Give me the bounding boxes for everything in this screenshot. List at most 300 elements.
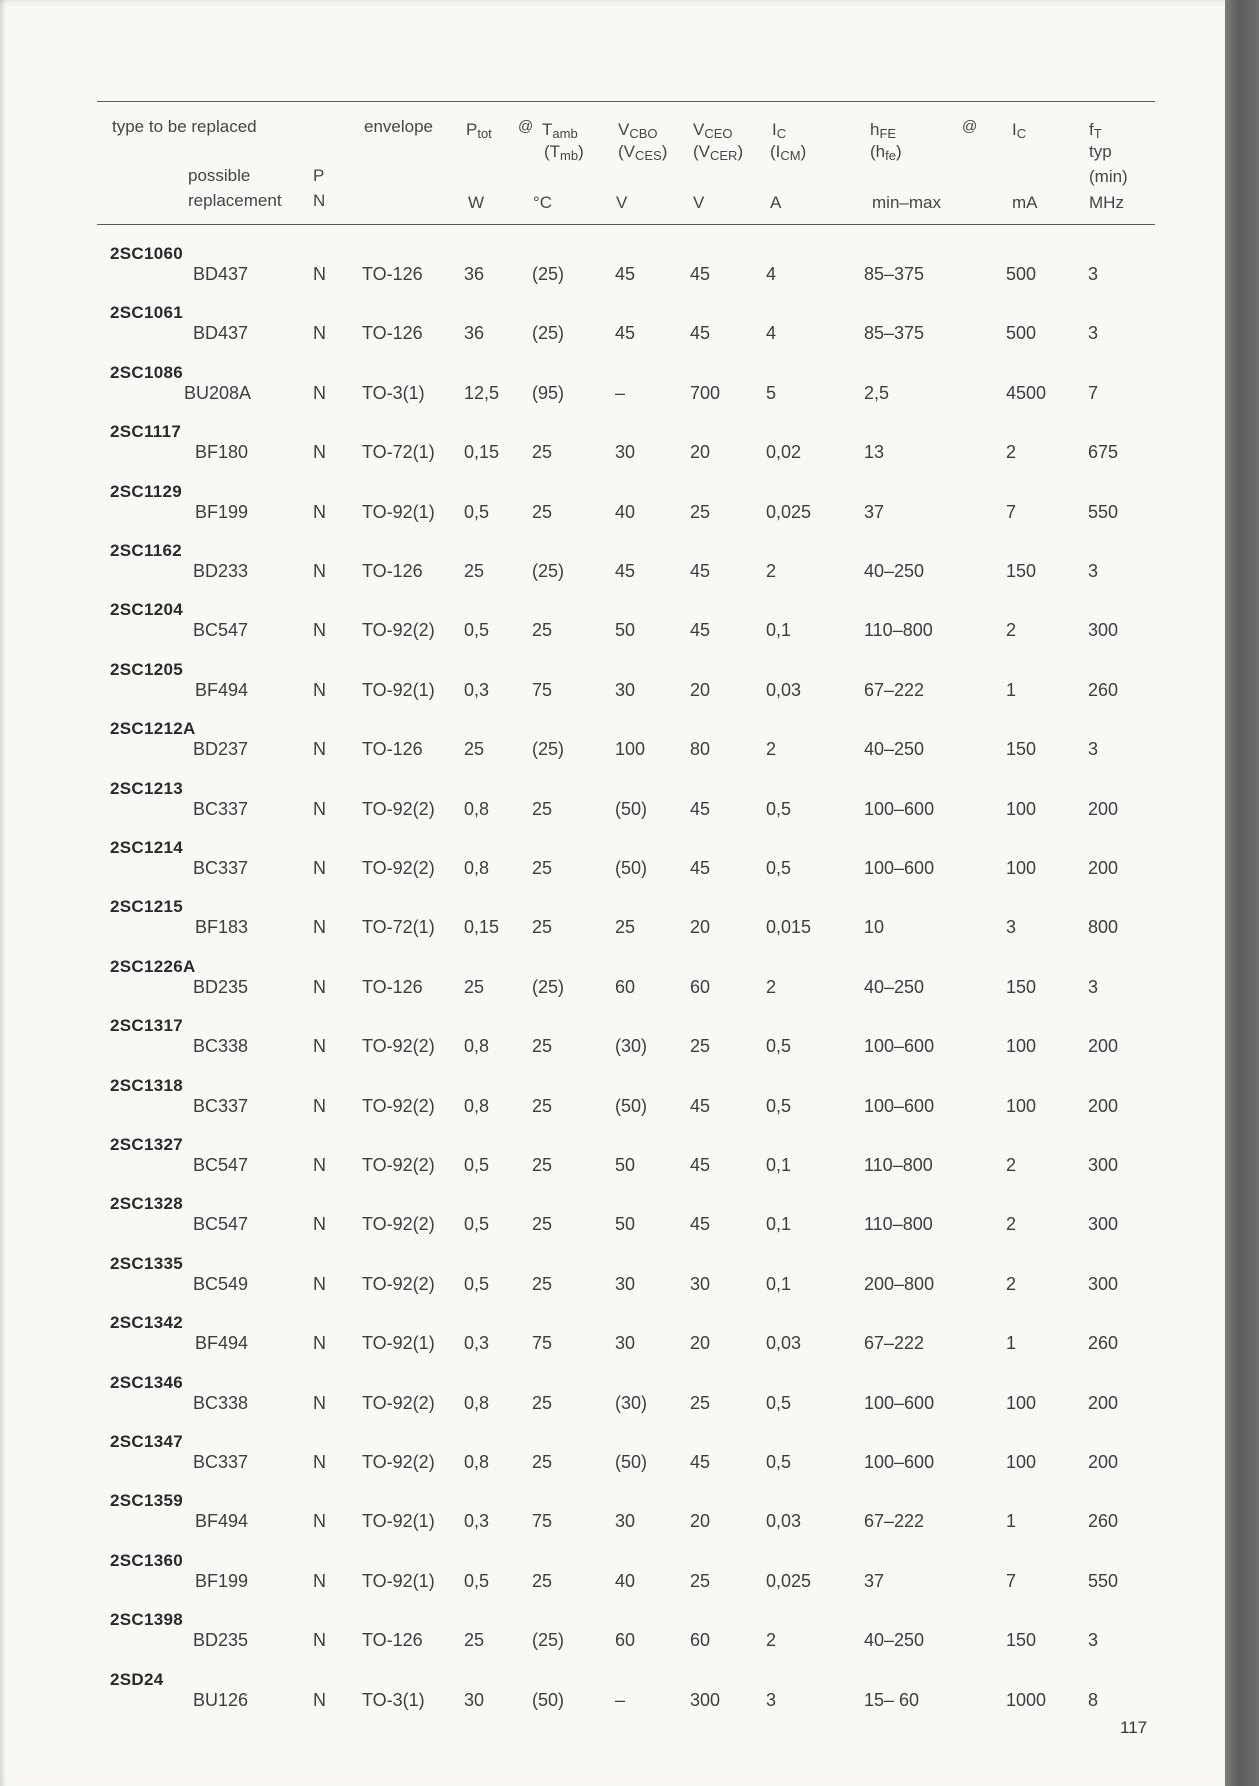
tamb-cell: 75 (532, 1511, 553, 1532)
table-row (0, 1155, 1225, 1179)
table-entry (0, 600, 1225, 660)
ft-cell: 3 (1088, 323, 1099, 344)
table-row (0, 620, 1225, 644)
ft-cell: 800 (1088, 917, 1119, 938)
envelope-cell: TO-92(2) (362, 798, 435, 819)
hfe-cell: 100–600 (864, 1452, 935, 1472)
replacement-cell: BD437 (192, 323, 248, 344)
ft-cell: 550 (1088, 501, 1119, 522)
table-entry (0, 1551, 1225, 1611)
hfe-cell: 110–800 (864, 1214, 933, 1235)
replacement-cell: BF494 (194, 1333, 248, 1354)
ptot-cell: 0,8 (464, 1452, 490, 1472)
vcbo-cell: – (615, 382, 626, 403)
vceo-cell: 20 (690, 1333, 711, 1354)
ft-cell: 260 (1088, 1511, 1119, 1532)
ft-cell: 200 (1088, 798, 1119, 819)
envelope-cell: TO-92(1) (362, 501, 435, 522)
ptot-cell: 0,5 (464, 1214, 490, 1235)
replacement-cell: BU208A (184, 382, 252, 403)
envelope-cell: TO-126 (362, 323, 423, 344)
replacement-cell: BC547 (192, 620, 248, 641)
polarity-cell: N (313, 1452, 326, 1472)
ic-cell: 0,1 (766, 1273, 792, 1294)
vceo-cell: 25 (690, 1392, 711, 1413)
ic-ma-cell: 1000 (1006, 1689, 1047, 1710)
ic-cell: 4 (766, 323, 777, 344)
tamb-cell: (25) (532, 739, 565, 760)
ptot-cell: 0,3 (464, 1333, 490, 1354)
vceo-cell: 700 (690, 382, 721, 403)
polarity-cell: N (313, 1214, 326, 1235)
table-row (0, 264, 1225, 288)
ic-ma-cell: 2 (1006, 1155, 1017, 1175)
tamb-cell: 25 (532, 620, 553, 641)
tamb-cell: (50) (532, 1689, 565, 1710)
polarity-cell: N (313, 1630, 326, 1651)
ft-cell: 200 (1088, 1392, 1119, 1413)
tamb-cell: (25) (532, 264, 565, 284)
envelope-cell: TO-92(2) (362, 1036, 435, 1057)
ic-cell: 2 (766, 561, 777, 581)
ft-cell: 200 (1088, 858, 1119, 878)
ptot-cell: 0,15 (464, 917, 500, 938)
table-entry (0, 541, 1225, 601)
hfe-cell: 15– 60 (864, 1689, 920, 1710)
polarity-cell: N (313, 323, 326, 344)
vcbo-cell: (30) (615, 1036, 648, 1057)
tamb-cell: (25) (532, 1630, 565, 1651)
replacement-cell: BD233 (192, 561, 248, 581)
original-type-cell: 2SC1215 (110, 897, 183, 917)
vcbo-cell: 100 (615, 739, 646, 760)
original-type-cell: 2SD24 (110, 1669, 164, 1689)
tamb-cell: (25) (532, 323, 565, 344)
replacement-cell: BC547 (192, 1155, 248, 1175)
table-row (0, 680, 1225, 704)
vceo-cell: 20 (690, 679, 711, 700)
header-ft-unit: MHz (1089, 193, 1124, 212)
table-entry (0, 1491, 1225, 1551)
original-type-cell: 2SC1327 (110, 1135, 183, 1154)
vceo-cell: 25 (690, 1036, 711, 1057)
envelope-cell: TO-92(2) (362, 620, 435, 641)
ic-ma-cell: 1 (1006, 1511, 1017, 1532)
table-entry (0, 1254, 1225, 1314)
header-vces: $(V_{CES})$ (618, 142, 668, 163)
replacement-cell: BD437 (192, 264, 248, 284)
table-row (0, 442, 1225, 466)
hfe-cell: 13 (864, 442, 885, 463)
ptot-cell: 25 (464, 739, 485, 760)
ic-cell: 0,1 (766, 620, 792, 641)
replacement-cell: BC337 (192, 798, 248, 819)
hfe-cell: 67–222 (864, 1333, 925, 1354)
hfe-cell: 10 (864, 917, 885, 938)
vcbo-cell: 60 (615, 1630, 636, 1651)
ptot-cell: 0,8 (464, 858, 490, 878)
table-entry (0, 1016, 1225, 1076)
header-vceo: $V_{CEO}$ (693, 120, 733, 141)
ic-cell: 0,025 (766, 501, 812, 522)
ft-cell: 200 (1088, 1452, 1119, 1472)
original-type-cell: 2SC1328 (110, 1194, 183, 1214)
ic-cell: 0,015 (766, 917, 812, 938)
ic-cell: 0,1 (766, 1155, 792, 1175)
ic-cell: 0,1 (766, 1214, 792, 1235)
ic-ma-cell: 1 (1006, 679, 1017, 700)
hfe-cell: 40–250 (864, 976, 925, 997)
table-entry (0, 363, 1225, 423)
table-row (0, 1511, 1225, 1535)
table-row (0, 561, 1225, 585)
table-row (0, 1036, 1225, 1060)
polarity-cell: N (313, 798, 326, 819)
original-type-cell: 2SC1226A (110, 956, 196, 976)
table-entry (0, 838, 1225, 898)
ft-cell: 3 (1088, 739, 1099, 760)
envelope-cell: TO-92(1) (362, 1333, 435, 1354)
ic-ma-cell: 150 (1006, 739, 1037, 760)
vceo-cell: 25 (690, 501, 711, 522)
vceo-cell: 45 (690, 798, 711, 819)
vceo-cell: 30 (690, 1273, 711, 1294)
table-entry (0, 897, 1225, 957)
vcbo-cell: – (615, 1689, 626, 1710)
vceo-cell: 45 (690, 1155, 711, 1175)
original-type-cell: 2SC1335 (110, 1253, 183, 1273)
tamb-cell: 25 (532, 1452, 553, 1472)
ic-ma-cell: 7 (1006, 1570, 1017, 1591)
polarity-cell: N (313, 1036, 326, 1057)
header-tmb: $(T_{mb})$ (544, 142, 584, 163)
header-icm: $(I_{CM})$ (770, 142, 807, 163)
ic-ma-cell: 2 (1006, 442, 1017, 463)
envelope-cell: TO-126 (362, 561, 423, 581)
header-type-to-be-replaced: type to be replaced (112, 117, 257, 136)
ic-ma-cell: 100 (1006, 1036, 1037, 1057)
ic-cell: 0,5 (766, 1452, 792, 1472)
envelope-cell: TO-92(2) (362, 1273, 435, 1294)
tamb-cell: 25 (532, 442, 553, 463)
hfe-cell: 200–800 (864, 1273, 935, 1294)
table-entry (0, 1135, 1225, 1195)
table-entry (0, 482, 1225, 542)
polarity-cell: N (313, 1333, 326, 1354)
ic-cell: 0,5 (766, 1392, 792, 1413)
ft-cell: 3 (1088, 264, 1099, 284)
ptot-cell: 0,8 (464, 798, 490, 819)
ft-cell: 675 (1088, 442, 1119, 463)
vcbo-cell: (50) (615, 1095, 648, 1116)
original-type-cell: 2SC1214 (110, 838, 183, 857)
replacement-cell: BF180 (194, 442, 248, 463)
ic-ma-cell: 100 (1006, 1095, 1037, 1116)
envelope-cell: TO-92(2) (362, 1155, 435, 1175)
header-ptot: $P_{tot}$ (466, 120, 492, 141)
ptot-cell: 25 (464, 561, 485, 581)
hfe-cell: 85–375 (864, 323, 925, 344)
header-vceo-unit: V (693, 193, 705, 212)
vcbo-cell: 45 (615, 323, 636, 344)
vcbo-cell: 30 (615, 1273, 636, 1294)
original-type-cell: 2SC1346 (110, 1372, 183, 1392)
table-row (0, 323, 1225, 347)
vcbo-cell: 50 (615, 1214, 636, 1235)
replacement-cell: BF183 (194, 917, 248, 938)
replacement-cell: BC337 (192, 858, 248, 878)
vceo-cell: 60 (690, 1630, 711, 1651)
ic-ma-cell: 500 (1006, 323, 1037, 344)
header-ic2: $I_C$ (1012, 120, 1027, 141)
polarity-cell: N (313, 620, 326, 641)
ic-ma-cell: 100 (1006, 1392, 1037, 1413)
ic-ma-cell: 3 (1006, 917, 1017, 938)
table-entry (0, 303, 1225, 363)
replacement-cell: BD237 (192, 739, 248, 760)
header-vcbo-unit: V (616, 193, 628, 212)
ic-ma-cell: 100 (1006, 858, 1037, 878)
ic-ma-cell: 150 (1006, 1630, 1037, 1651)
ft-cell: 200 (1088, 1095, 1119, 1116)
original-type-cell: 2SC1359 (110, 1491, 183, 1511)
hfe-cell: 100–600 (864, 798, 935, 819)
table-entry (0, 1313, 1225, 1373)
header-ic-unit: A (770, 193, 782, 212)
tamb-cell: (25) (532, 976, 565, 997)
hfe-cell: 100–600 (864, 858, 935, 878)
header-possible: possible (188, 166, 251, 185)
replacement-cell: BF199 (194, 1570, 248, 1591)
ft-cell: 200 (1088, 1036, 1119, 1057)
table-entry (0, 719, 1225, 779)
tamb-cell: 25 (532, 858, 553, 878)
table-row (0, 917, 1225, 941)
vcbo-cell: 40 (615, 501, 636, 522)
original-type-cell: 2SC1347 (110, 1432, 183, 1451)
ic-cell: 0,5 (766, 1095, 792, 1116)
table-row (0, 1096, 1225, 1120)
vcbo-cell: 30 (615, 1333, 636, 1354)
replacement-cell: BU126 (192, 1689, 248, 1710)
header-hfe-small: $(h_{fe})$ (870, 142, 902, 163)
envelope-cell: TO-126 (362, 1630, 423, 1651)
ic-ma-cell: 2 (1006, 1214, 1017, 1235)
table-row (0, 977, 1225, 1001)
table-entry (0, 1610, 1225, 1670)
polarity-cell: N (313, 1392, 326, 1413)
original-type-cell: 2SC1061 (110, 303, 183, 323)
ic-cell: 5 (766, 382, 777, 403)
original-type-cell: 2SC1342 (110, 1313, 183, 1333)
polarity-cell: N (313, 1689, 326, 1710)
table-entry (0, 1432, 1225, 1492)
vceo-cell: 25 (690, 1570, 711, 1591)
vceo-cell: 60 (690, 976, 711, 997)
header-at-1: @ (518, 118, 534, 135)
hfe-cell: 2,5 (864, 382, 890, 403)
header-at-2: @ (962, 118, 978, 135)
ic-cell: 4 (766, 264, 777, 284)
table-top-rule (97, 101, 1155, 102)
envelope-cell: TO-92(2) (362, 1095, 435, 1116)
vceo-cell: 300 (690, 1689, 721, 1710)
replacement-cell: BC337 (192, 1452, 248, 1472)
header-vcbo: $V_{CBO}$ (618, 120, 658, 141)
original-type-cell: 2SC1213 (110, 778, 183, 798)
envelope-cell: TO-72(1) (362, 442, 435, 463)
table-row (0, 1571, 1225, 1595)
polarity-cell: N (313, 976, 326, 997)
envelope-cell: TO-3(1) (362, 382, 425, 403)
original-type-cell: 2SC1318 (110, 1075, 183, 1095)
ic-cell: 2 (766, 976, 777, 997)
table-row (0, 1274, 1225, 1298)
vcbo-cell: 25 (615, 917, 636, 938)
ic-ma-cell: 100 (1006, 1452, 1037, 1472)
vceo-cell: 45 (690, 561, 711, 581)
polarity-cell: N (313, 561, 326, 581)
table-row (0, 383, 1225, 407)
table-row (0, 858, 1225, 882)
vceo-cell: 80 (690, 739, 711, 760)
hfe-cell: 110–800 (864, 620, 933, 641)
vcbo-cell: 50 (615, 1155, 636, 1175)
tamb-cell: 25 (532, 1036, 553, 1057)
envelope-cell: TO-92(1) (362, 1511, 435, 1532)
vcbo-cell: 50 (615, 620, 636, 641)
ptot-cell: 12,5 (464, 382, 500, 403)
ft-cell: 550 (1088, 1570, 1119, 1591)
header-replacement: replacement (188, 191, 282, 210)
vcbo-cell: 45 (615, 561, 636, 581)
ic-ma-cell: 150 (1006, 976, 1037, 997)
ptot-cell: 0,8 (464, 1036, 490, 1057)
envelope-cell: TO-92(2) (362, 1452, 435, 1472)
hfe-cell: 40–250 (864, 561, 925, 581)
vceo-cell: 20 (690, 1511, 711, 1532)
ic-cell: 0,5 (766, 798, 792, 819)
table-entry (0, 779, 1225, 839)
envelope-cell: TO-72(1) (362, 917, 435, 938)
original-type-cell: 2SC1212A (110, 719, 196, 739)
vcbo-cell: 60 (615, 976, 636, 997)
polarity-cell: N (313, 1511, 326, 1532)
envelope-cell: TO-92(1) (362, 1570, 435, 1591)
vcbo-cell: (30) (615, 1392, 648, 1413)
ic-cell: 0,03 (766, 1511, 802, 1532)
ft-cell: 3 (1088, 1630, 1099, 1651)
page-edge-shadow (1225, 0, 1259, 1786)
ptot-cell: 36 (464, 264, 485, 284)
tamb-cell: 75 (532, 679, 553, 700)
vcbo-cell: 40 (615, 1570, 636, 1591)
original-type-cell: 2SC1129 (110, 481, 183, 501)
header-n: N (313, 191, 326, 210)
tamb-cell: (25) (532, 561, 565, 581)
vceo-cell: 45 (690, 1452, 711, 1472)
header-hfe-unit: min–max (872, 193, 941, 212)
table-row (0, 1690, 1225, 1714)
vcbo-cell: 30 (615, 679, 636, 700)
ptot-cell: 25 (464, 976, 485, 997)
ptot-cell: 0,5 (464, 501, 490, 522)
table-entry (0, 957, 1225, 1017)
ft-cell: 260 (1088, 679, 1119, 700)
hfe-cell: 100–600 (864, 1095, 935, 1116)
replacement-cell: BC337 (192, 1095, 248, 1116)
polarity-cell: N (313, 264, 326, 284)
table-row (0, 1333, 1225, 1357)
ft-cell: 3 (1088, 561, 1099, 581)
vcbo-cell: 45 (615, 264, 636, 284)
ptot-cell: 0,8 (464, 1095, 490, 1116)
table-row (0, 502, 1225, 526)
table-entry (0, 422, 1225, 482)
replacement-cell: BD235 (192, 1630, 248, 1651)
header-tamb: $T_{amb}$ (542, 120, 578, 141)
ft-cell: 300 (1088, 1155, 1119, 1175)
hfe-cell: 40–250 (864, 739, 925, 760)
vceo-cell: 45 (690, 323, 711, 344)
tamb-cell: 25 (532, 1214, 553, 1235)
vcbo-cell: 30 (615, 442, 636, 463)
table-row (0, 799, 1225, 823)
header-ptot-unit: W (468, 193, 485, 212)
envelope-cell: TO-92(2) (362, 858, 435, 878)
vceo-cell: 45 (690, 264, 711, 284)
replacement-cell: BC549 (192, 1273, 248, 1294)
tamb-cell: 25 (532, 501, 553, 522)
ptot-cell: 0,5 (464, 1273, 490, 1294)
replacement-cell: BC338 (192, 1392, 248, 1413)
polarity-cell: N (313, 917, 326, 938)
page-number: 117 (1120, 1718, 1148, 1737)
ic-ma-cell: 500 (1006, 264, 1037, 284)
original-type-cell: 2SC1204 (110, 600, 183, 620)
original-type-cell: 2SC1398 (110, 1610, 183, 1630)
table-row (0, 1630, 1225, 1654)
tamb-cell: 25 (532, 1273, 553, 1294)
original-type-cell: 2SC1086 (110, 362, 183, 382)
ptot-cell: 0,8 (464, 1392, 490, 1413)
vceo-cell: 20 (690, 917, 711, 938)
ic-ma-cell: 150 (1006, 561, 1037, 581)
tamb-cell: 25 (532, 1570, 553, 1591)
polarity-cell: N (313, 739, 326, 760)
tamb-cell: 25 (532, 917, 553, 938)
ft-cell: 260 (1088, 1333, 1119, 1354)
table-row (0, 1214, 1225, 1238)
hfe-cell: 110–800 (864, 1155, 933, 1175)
ic-cell: 0,03 (766, 679, 802, 700)
table-row (0, 739, 1225, 763)
ft-cell: 8 (1088, 1689, 1099, 1710)
original-type-cell: 2SC1360 (110, 1550, 183, 1570)
hfe-cell: 37 (864, 501, 885, 522)
ic-ma-cell: 1 (1006, 1333, 1017, 1354)
polarity-cell: N (313, 382, 326, 403)
header-ft-min: (min) (1089, 167, 1128, 186)
envelope-cell: TO-92(1) (362, 679, 435, 700)
header-ic2-unit: mA (1012, 193, 1038, 212)
hfe-cell: 100–600 (864, 1036, 935, 1057)
ic-cell: 0,5 (766, 858, 792, 878)
envelope-cell: TO-126 (362, 739, 423, 760)
original-type-cell: 2SC1117 (110, 422, 182, 442)
original-type-cell: 2SC1060 (110, 244, 183, 263)
table-header-rule (97, 224, 1155, 225)
